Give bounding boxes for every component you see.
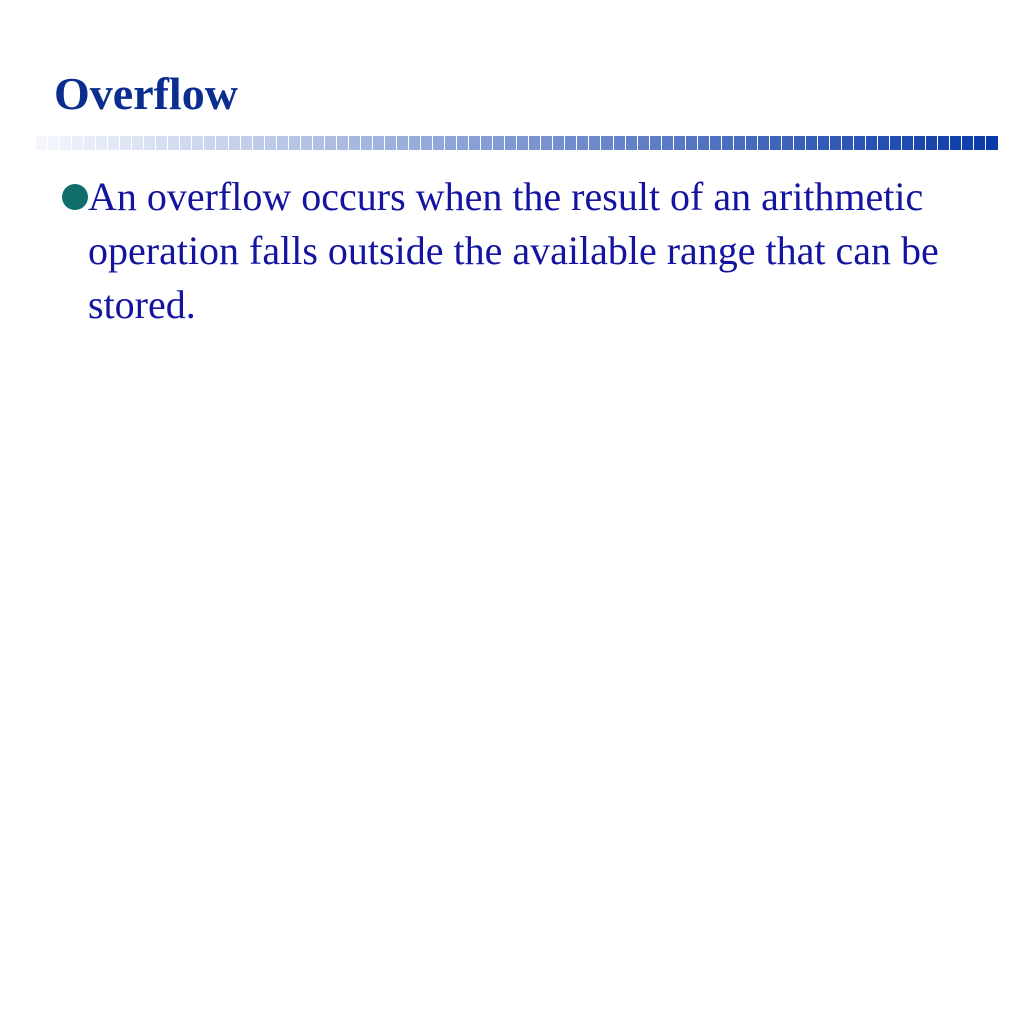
title-divider-segment [84, 136, 95, 150]
title-divider-segment [204, 136, 215, 150]
title-divider-segment [48, 136, 59, 150]
title-divider-segment [710, 136, 721, 150]
title-divider-segment [253, 136, 264, 150]
title-divider-segment [144, 136, 155, 150]
title-divider-segment [301, 136, 312, 150]
title-divider-segment [445, 136, 456, 150]
title-divider-segment [638, 136, 649, 150]
title-divider-segment [698, 136, 709, 150]
title-divider-segment [349, 136, 360, 150]
title-divider-segment [180, 136, 191, 150]
slide-content [62, 170, 962, 332]
title-divider-segment [433, 136, 444, 150]
title-divider-segment [108, 136, 119, 150]
title-divider-segment [493, 136, 504, 150]
title-divider-segment [950, 136, 961, 150]
title-divider-segment [734, 136, 745, 150]
title-divider-segment [192, 136, 203, 150]
title-divider-segment [517, 136, 528, 150]
title-divider-segment [469, 136, 480, 150]
title-divider-segment [96, 136, 107, 150]
title-divider-segment [926, 136, 937, 150]
title-divider-segment [866, 136, 877, 150]
title-divider-segment [481, 136, 492, 150]
title-divider-segment [614, 136, 625, 150]
title-divider-segment [313, 136, 324, 150]
title-divider-segment [986, 136, 997, 150]
title-divider-segment [662, 136, 673, 150]
title-divider-segment [541, 136, 552, 150]
title-divider-segment [60, 136, 71, 150]
bullet-item [62, 170, 962, 332]
title-divider-segment [806, 136, 817, 150]
slide-title: Overflow [54, 68, 238, 119]
title-divider-segment [397, 136, 408, 150]
title-divider-segment [722, 136, 733, 150]
title-divider-segment [132, 136, 143, 150]
title-divider-segment [168, 136, 179, 150]
bullet-text: An overflow occurs when the result of an arithmetic operation falls outside the available range that can be stored. [88, 174, 939, 327]
title-divider-segment [553, 136, 564, 150]
title-divider-segment [746, 136, 757, 150]
title-divider-segment [782, 136, 793, 150]
title-divider-segment [974, 136, 985, 150]
title-divider-segment [241, 136, 252, 150]
title-divider-segment [265, 136, 276, 150]
title-divider-segment [337, 136, 348, 150]
title-divider-segment [686, 136, 697, 150]
title-divider-segment [72, 136, 83, 150]
title-divider-segment [361, 136, 372, 150]
title-divider-segment [409, 136, 420, 150]
title-divider-segment [842, 136, 853, 150]
filled-circle-bullet-icon [62, 184, 88, 210]
title-divider-segment [818, 136, 829, 150]
title-divider-segment [565, 136, 576, 150]
title-divider-segment [325, 136, 336, 150]
title-divider-segment [373, 136, 384, 150]
title-divider-segment [156, 136, 167, 150]
title-divider-segment [229, 136, 240, 150]
title-divider-segment [505, 136, 516, 150]
title-divider-segment [601, 136, 612, 150]
title-divider-segment [830, 136, 841, 150]
title-divider-segment [421, 136, 432, 150]
title-divider-segment [650, 136, 661, 150]
title-divider-segment [854, 136, 865, 150]
title-divider-segment [902, 136, 913, 150]
title-divider-segment [457, 136, 468, 150]
title-divider-segment [758, 136, 769, 150]
title-divider-segment [626, 136, 637, 150]
title-divider-segment [529, 136, 540, 150]
title-divider-segment [277, 136, 288, 150]
title-divider [36, 136, 998, 150]
title-divider-segment [577, 136, 588, 150]
title-divider-segment [938, 136, 949, 150]
title-divider-segment [120, 136, 131, 150]
title-divider-segment [770, 136, 781, 150]
title-divider-segment [962, 136, 973, 150]
title-divider-segment [674, 136, 685, 150]
title-divider-segment [289, 136, 300, 150]
title-divider-segment [216, 136, 227, 150]
title-divider-segment [878, 136, 889, 150]
title-divider-segment [385, 136, 396, 150]
title-divider-segment [794, 136, 805, 150]
title-divider-segment [36, 136, 47, 150]
title-divider-segment [890, 136, 901, 150]
title-divider-segment [914, 136, 925, 150]
title-divider-segment [589, 136, 600, 150]
